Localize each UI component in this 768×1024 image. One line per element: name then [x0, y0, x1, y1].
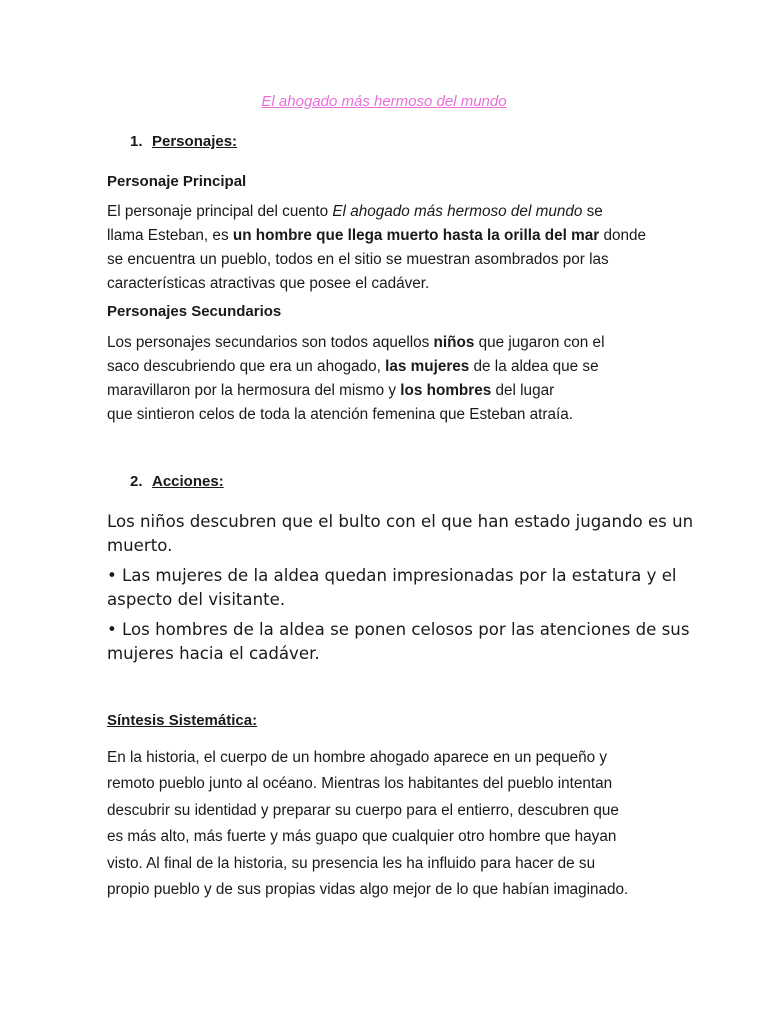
- paragraph-line: que sintieron celos de toda la atención femenina que Esteban atraía.: [107, 406, 574, 423]
- section-heading-acciones: [130, 473, 224, 490]
- paragraph-line: Los personajes secundarios son todos aquellos niños que jugaron con el: [107, 334, 605, 351]
- action-item: • Los hombres de la aldea se ponen celosos por las atenciones de sus mujeres hacia el cadáver.: [107, 620, 690, 663]
- paragraph-line: saco descubriendo que era un ahogado, las mujeres de la aldea que se: [107, 358, 599, 375]
- paragraph-line: En la historia, el cuerpo de un hombre ahogado aparece en un pequeño y: [107, 749, 608, 766]
- paragraph-line: se encuentra un pueblo, todos en el sitio se muestran asombrados por las: [107, 251, 609, 268]
- document-title: El ahogado más hermoso del mundo: [261, 93, 507, 110]
- action-item: Los niños descubren que el bulto con el que han estado jugando es un muerto.: [107, 512, 694, 555]
- paragraph-line: descubrir su identidad y preparar su cuerpo para el entierro, descubren que: [107, 801, 619, 819]
- section-title: Personajes:: [152, 133, 238, 150]
- paragraph-line: El personaje principal del cuento El ahogado más hermoso del mundo se: [107, 203, 603, 220]
- subheading-personajes-secundarios: Personajes Secundarios: [107, 303, 282, 320]
- paragraph-personaje-principal: [107, 200, 667, 296]
- paragraph-line: remoto pueblo junto al océano. Mientras los habitantes del pueblo intentan: [107, 775, 613, 793]
- paragraph-line: llama Esteban, es un hombre que llega muerto hasta la orilla del mar donde: [107, 227, 647, 244]
- paragraph-personajes-secundarios: [107, 331, 667, 427]
- paragraph-sintesis: [107, 745, 687, 903]
- paragraph-line: maravillaron por la hermosura del mismo y los hombres del lugar: [107, 382, 555, 399]
- paragraph-line: propio pueblo y de sus propias vidas algo mejor de lo que habían imaginado.: [107, 881, 629, 899]
- section-number: 1.: [130, 133, 143, 150]
- action-item: • Las mujeres de la aldea quedan impresionadas por la estatura y el aspecto del visitante.: [107, 566, 677, 609]
- paragraph-line: características atractivas que posee el cadáver.: [107, 275, 430, 292]
- section-title: Acciones:: [152, 473, 224, 490]
- actions-list: [107, 510, 694, 672]
- paragraph-line: es más alto, más fuerte y más guapo que cualquier otro hombre que hayan: [107, 828, 617, 846]
- section-number: 2.: [130, 473, 143, 490]
- subheading-personaje-principal: Personaje Principal: [107, 173, 247, 190]
- section-heading-personajes: [130, 133, 237, 150]
- paragraph-line: visto. Al final de la historia, su presencia les ha influido para hacer de su: [107, 854, 596, 872]
- subheading-sintesis: Síntesis Sistemática:: [107, 712, 258, 729]
